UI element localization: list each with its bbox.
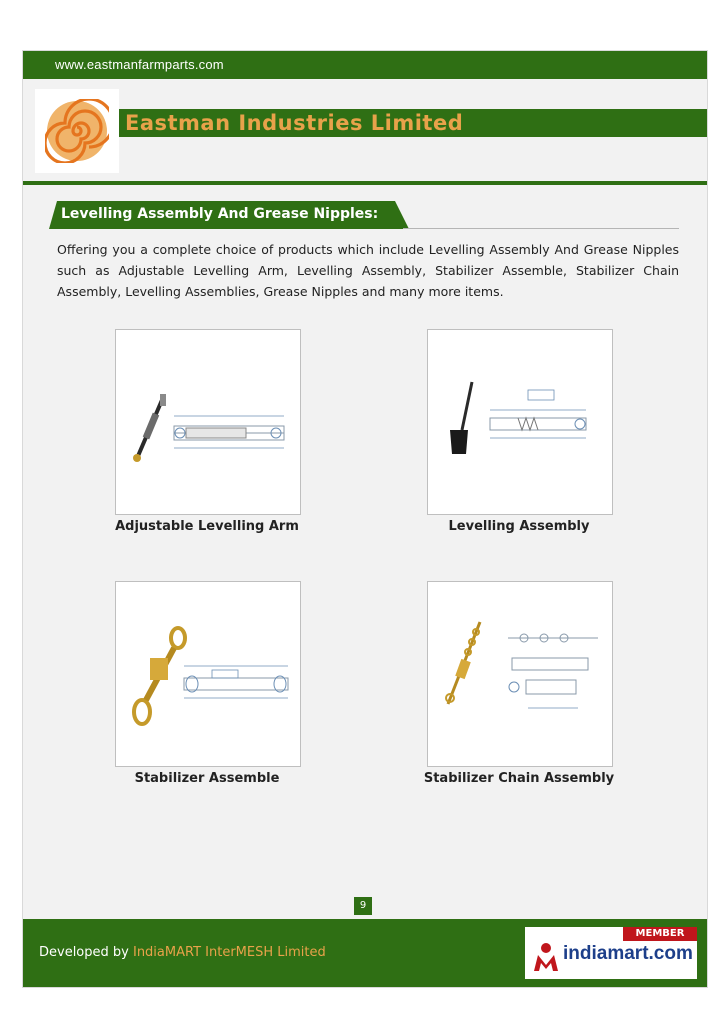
product-image-stabilizer-chain-assembly[interactable]	[427, 581, 613, 767]
section-heading-tab	[49, 201, 409, 229]
product-image-adjustable-levelling-arm[interactable]	[115, 329, 301, 515]
levelling-arm-drawing-icon	[116, 330, 300, 514]
member-label: MEMBER	[623, 927, 697, 941]
developed-by-label: Developed by	[39, 945, 133, 960]
indiamart-member-badge[interactable]	[525, 927, 697, 979]
page-number: 9	[354, 897, 372, 915]
product-image-stabilizer-assemble[interactable]	[115, 581, 301, 767]
indiamart-logo-icon	[531, 941, 561, 973]
product-image-levelling-assembly[interactable]	[427, 329, 613, 515]
indiamart-wordmark: indiamart.com	[563, 943, 693, 964]
header-divider	[23, 181, 707, 185]
levelling-assembly-drawing-icon	[428, 330, 612, 514]
section-title: Levelling Assembly And Grease Nipples:	[61, 206, 379, 222]
company-name: Eastman Industries Limited	[125, 111, 464, 135]
product-label-adjustable-levelling-arm: Adjustable Levelling Arm	[115, 519, 299, 534]
product-label-levelling-assembly: Levelling Assembly	[448, 519, 590, 534]
header-bar	[113, 109, 707, 137]
product-label-stabilizer-chain-assembly: Stabilizer Chain Assembly	[423, 771, 615, 786]
site-url[interactable]: www.eastmanfarmparts.com	[55, 57, 224, 72]
developed-by-text	[39, 945, 326, 960]
top-band	[23, 51, 707, 79]
company-logo	[35, 89, 119, 173]
stabilizer-chain-drawing-icon	[428, 582, 612, 766]
developer-name[interactable]: IndiaMART InterMESH Limited	[132, 945, 326, 960]
heading-rule	[403, 228, 679, 229]
intro-paragraph: Offering you a complete choice of products which include Levelling Assembly And Grease Nipples such as Adjustable Levelling Arm, Levelling Assembly, Stabilizer Assemble, Stabilizer Chain Assembly, Levelling Assemblies, Grease Nipples and many more items.	[57, 242, 679, 299]
stabilizer-drawing-icon	[116, 582, 300, 766]
document-page	[22, 50, 708, 988]
footer-bar	[23, 919, 707, 987]
product-label-stabilizer-assemble: Stabilizer Assemble	[134, 771, 280, 786]
spiral-logo-icon	[45, 99, 109, 163]
